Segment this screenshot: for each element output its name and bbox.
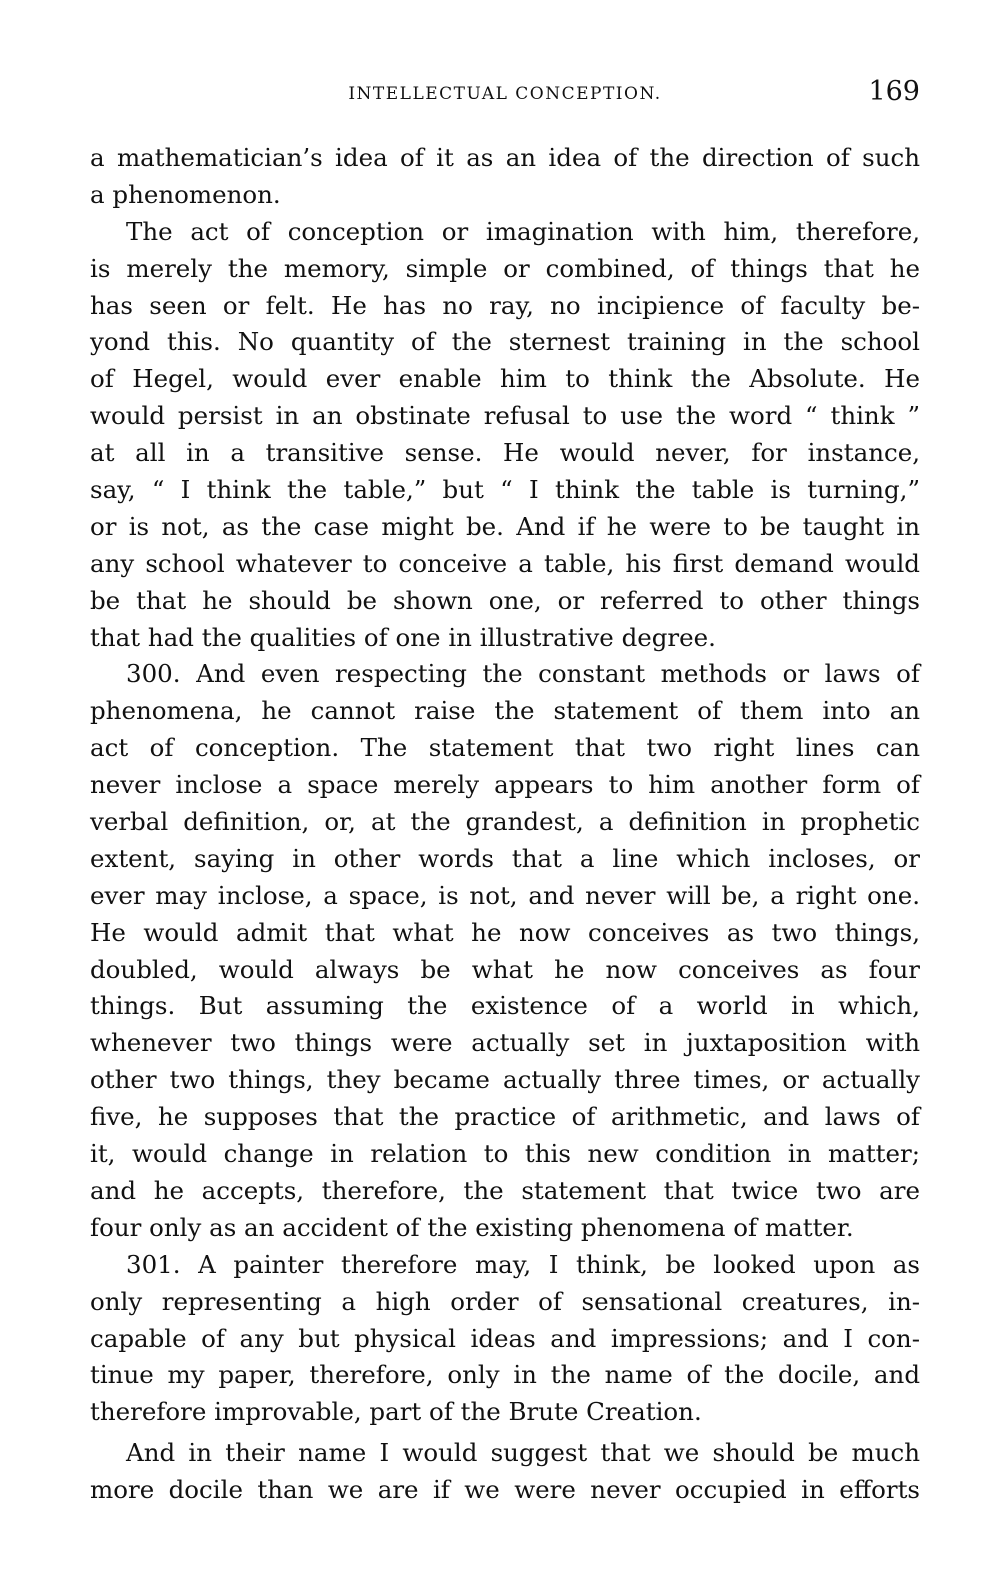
text-line: things. But assuming the existence of a world in which, (90, 991, 920, 1021)
running-title: INTELLECTUAL CONCEPTION. (348, 84, 662, 104)
text-line: never inclose a space merely appears to him another form of (90, 770, 920, 800)
text-line: or is not, as the case might be. And if he were to be taught in (90, 511, 920, 541)
text-line: capable of any but physical ideas and impressions; and I con- (90, 1323, 920, 1353)
text-line: therefore improvable, part of the Brute Creation. (90, 1397, 702, 1427)
text-line: five, he supposes that the practice of arithmetic, and laws of (90, 1102, 920, 1132)
text-line: is merely the memory, simple or combined, of things that he (90, 253, 920, 283)
text-line: of Hegel, would ever enable him to think the Absolute. He (90, 364, 920, 394)
text-line: ever may inclose, a space, is not, and never will be, a right one. (90, 880, 920, 910)
text-line: He would admit that what he now conceives as two things, (90, 917, 920, 947)
text-line: 301. A painter therefore may, I think, be looked upon as (126, 1249, 920, 1279)
text-line: And in their name I would suggest that we should be much (126, 1438, 920, 1468)
text-line: a phenomenon. (90, 179, 281, 209)
text-line: phenomena, he cannot raise the statement of them into an (90, 696, 920, 726)
text-line: and he accepts, therefore, the statement that twice two are (90, 1175, 920, 1205)
text-line: be that he should be shown one, or referred to other things (90, 585, 920, 615)
text-line: whenever two things were actually set in juxtaposition with (90, 1028, 920, 1058)
text-line: 300. And even respecting the constant methods or laws of (126, 659, 920, 689)
text-line: would persist in an obstinate refusal to use the word “ think ” (90, 401, 920, 431)
text-line: yond this. No quantity of the sternest training in the school (90, 327, 920, 357)
text-line: verbal definition, or, at the grandest, a definition in prophetic (90, 807, 920, 837)
text-line: The act of conception or imagination with him, therefore, (126, 216, 920, 246)
text-line: four only as an accident of the existing phenomena of matter. (90, 1212, 854, 1242)
text-line: only representing a high order of sensational creatures, in- (90, 1286, 920, 1316)
text-line: has seen or felt. He has no ray, no incipience of faculty be- (90, 290, 920, 320)
text-line: a mathematician’s idea of it as an idea of the direction of such (90, 143, 920, 172)
text-line: at all in a transitive sense. He would never, for instance, (90, 438, 920, 468)
text-line: doubled, would always be what he now conceives as four (90, 954, 920, 984)
text-line: it, would change in relation to this new condition in matter; (90, 1139, 920, 1169)
text-line: more docile than we are if we were never occupied in efforts (90, 1475, 920, 1505)
text-line: other two things, they became actually three times, or actually (90, 1065, 920, 1095)
text-line: act of conception. The statement that two right lines can (90, 733, 920, 763)
text-line: say, “ I think the table,” but “ I think the table is turning,” (90, 475, 920, 505)
page-number: 169 (868, 76, 920, 107)
text-line: any school whatever to conceive a table, his first demand would (90, 548, 920, 578)
page-header (90, 76, 920, 112)
text-line: extent, saying in other words that a line which incloses, or (90, 843, 920, 873)
text-line: tinue my paper, therefore, only in the name of the docile, and (90, 1360, 920, 1390)
body-text (90, 140, 920, 1509)
text-line: that had the qualities of one in illustrative degree. (90, 622, 716, 652)
